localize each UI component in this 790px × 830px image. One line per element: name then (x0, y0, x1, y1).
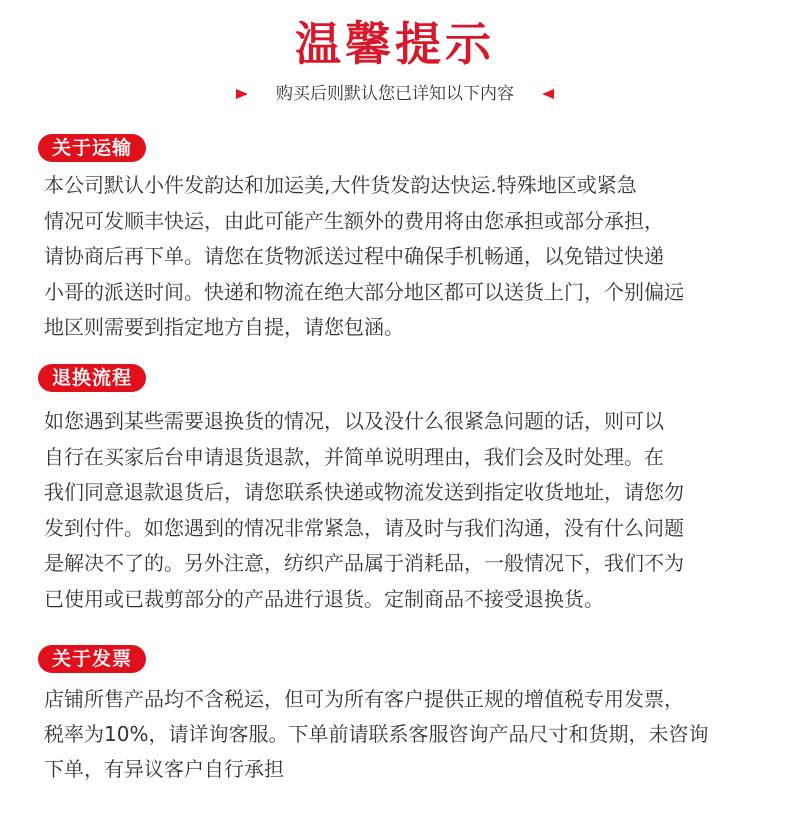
text-line: 税率为10%，请详询客服。下单前请联系客服咨询产品尺寸和货期，未咨询 (44, 722, 709, 746)
section-badge-shipping: 关于运输 (38, 134, 146, 162)
section-text-invoice (44, 682, 774, 787)
text-line: 情况可发顺丰快运，由此可能产生额外的费用将由您承担或部分承担， (44, 208, 664, 233)
section-badge-returns: 退换流程 (38, 364, 146, 392)
text-line: 下单，有异议客户自行承担 (44, 757, 284, 781)
text-line: 我们同意退款退货后，请您联系快递或物流发送到指定收货地址，请您勿 (44, 480, 684, 504)
arrow-right-icon (236, 89, 248, 99)
text-line: 请协商后再下单。请您在货物派送过程中确保手机畅通，以免错过快递 (44, 244, 664, 268)
page-title: 温馨提示 (295, 17, 495, 71)
text-line: 已使用或已裁剪部分的产品进行退货。定制商品不接受退换货。 (44, 586, 604, 611)
text-line: 本公司默认小件发韵达和加运美,大件货发韵达快运.特殊地区或紧急 (44, 173, 637, 197)
text-line: 如您遇到某些需要退换货的情况，以及没什么很紧急问题的话，则可以 (44, 409, 664, 433)
subtitle: 购买后则默认您已详知以下内容 (276, 84, 514, 104)
section-text-shipping (44, 168, 774, 346)
text-line: 是解决不了的。另外注意，纺织产品属于消耗品，一般情况下，我们不为 (44, 551, 684, 575)
arrow-left-icon (542, 89, 554, 99)
section-badge-invoice: 关于发票 (38, 645, 146, 673)
text-line: 自行在买家后台申请退货退款，并简单说明理由，我们会及时处理。在 (44, 444, 664, 469)
text-line: 店铺所售产品均不含税运，但可为所有客户提供正规的增值税专用发票， (44, 687, 684, 711)
text-line: 地区则需要到指定地方自提，请您包涵。 (44, 315, 404, 339)
section-text-returns (44, 404, 774, 617)
subtitle-row (0, 82, 790, 106)
text-line: 小哥的派送时间。快递和物流在绝大部分地区都可以送货上门，个别偏远 (44, 279, 684, 304)
text-line: 发到付件。如您遇到的情况非常紧急，请及时与我们沟通，没有什么问题 (44, 515, 684, 540)
